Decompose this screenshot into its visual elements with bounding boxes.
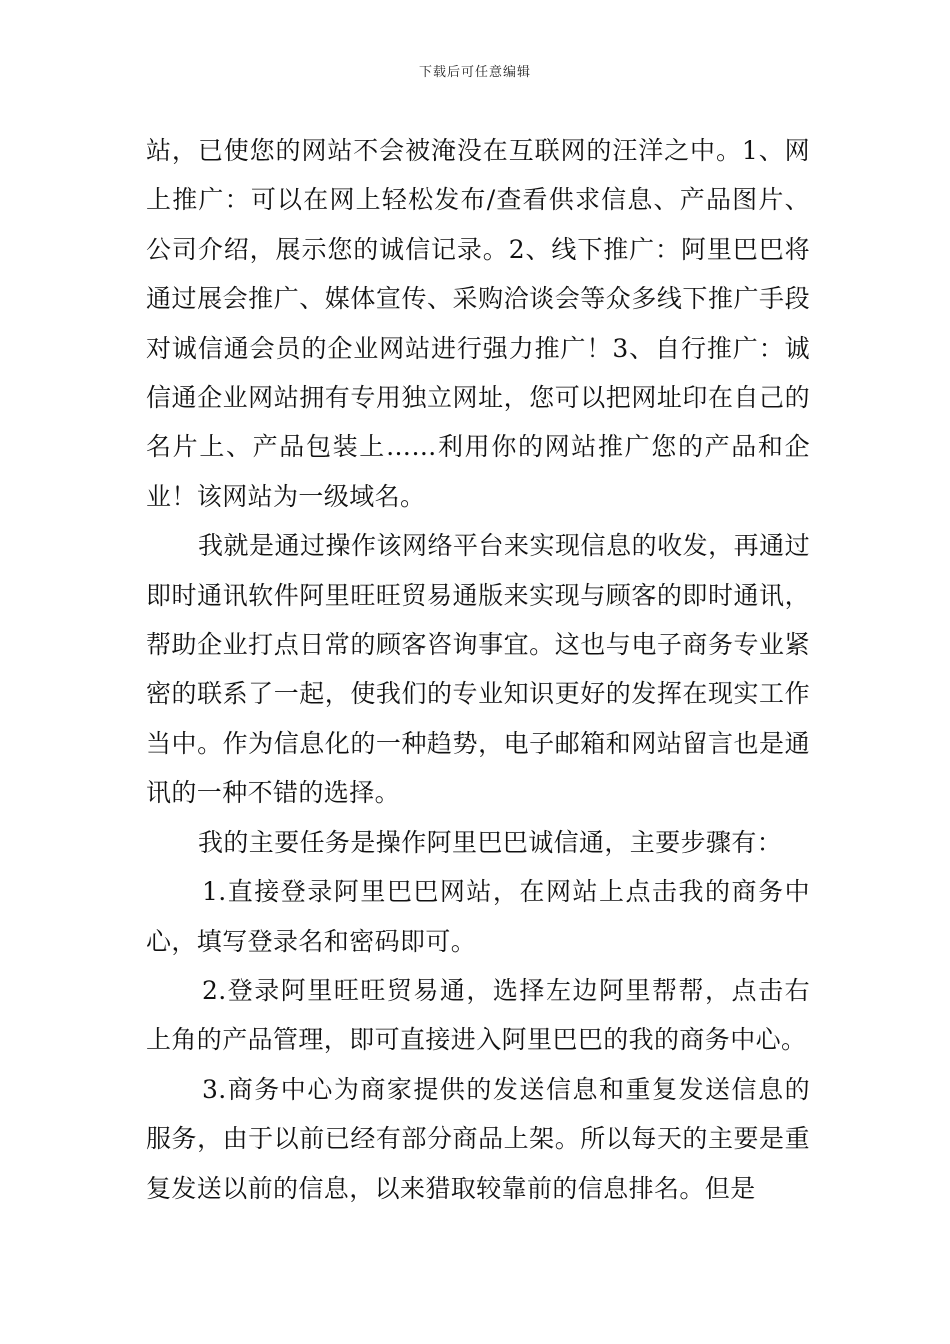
document-body: [146, 126, 810, 1213]
step-3-paragraph: 3.商务中心为商家提供的发送信息和重复发送信息的服务，由于以前已经有部分商品上架。所以每天的主要是重复发送以前的信息，以来猎取较靠前的信息排名。但是: [146, 1074, 810, 1203]
paragraph-main-task: 我的主要任务是操作阿里巴巴诚信通，主要步骤有：: [198, 827, 783, 857]
paragraph-platform-usage: 我就是通过操作该网络平台来实现信息的收发，再通过即时通讯软件阿里旺旺贸易通版来实现与顾客的即时通讯，帮助企业打点日常的顾客咨询事宜。这也与电子商务专业紧密的联系了一起，使我们的专业知识更好的发挥在现实工作当中。作为信息化的一种趋势，电子邮箱和网站留言也是通讯的一种不错的选择。: [146, 531, 810, 808]
page-header: 下载后可任意编辑: [418, 65, 531, 80]
paragraph-continuation: 站，已使您的网站不会被淹没在互联网的汪洋之中。1、网上推广：可以在网上轻松发布/查看供求信息、产品图片、公司介绍，展示您的诚信记录。2、线下推广：阿里巴巴将通过展会推广、媒体宣传、采购洽谈会等众多线下推广手段对诚信通会员的企业网站进行强力推广！3、自行推广：诚信通企业网站拥有专用独立网址，您可以把网址印在自己的名片上、产品包装上……利用你的网站推广您的产品和企业！该网站为一级域名。: [146, 136, 810, 511]
step-2-paragraph: 2.登录阿里旺旺贸易通，选择左边阿里帮帮，点击右上角的产品管理，即可直接进入阿里巴巴的我的商务中心。: [146, 975, 810, 1055]
step-1-paragraph: 1.直接登录阿里巴巴网站，在网站上点击我的商务中心，填写登录名和密码即可。: [146, 877, 810, 956]
